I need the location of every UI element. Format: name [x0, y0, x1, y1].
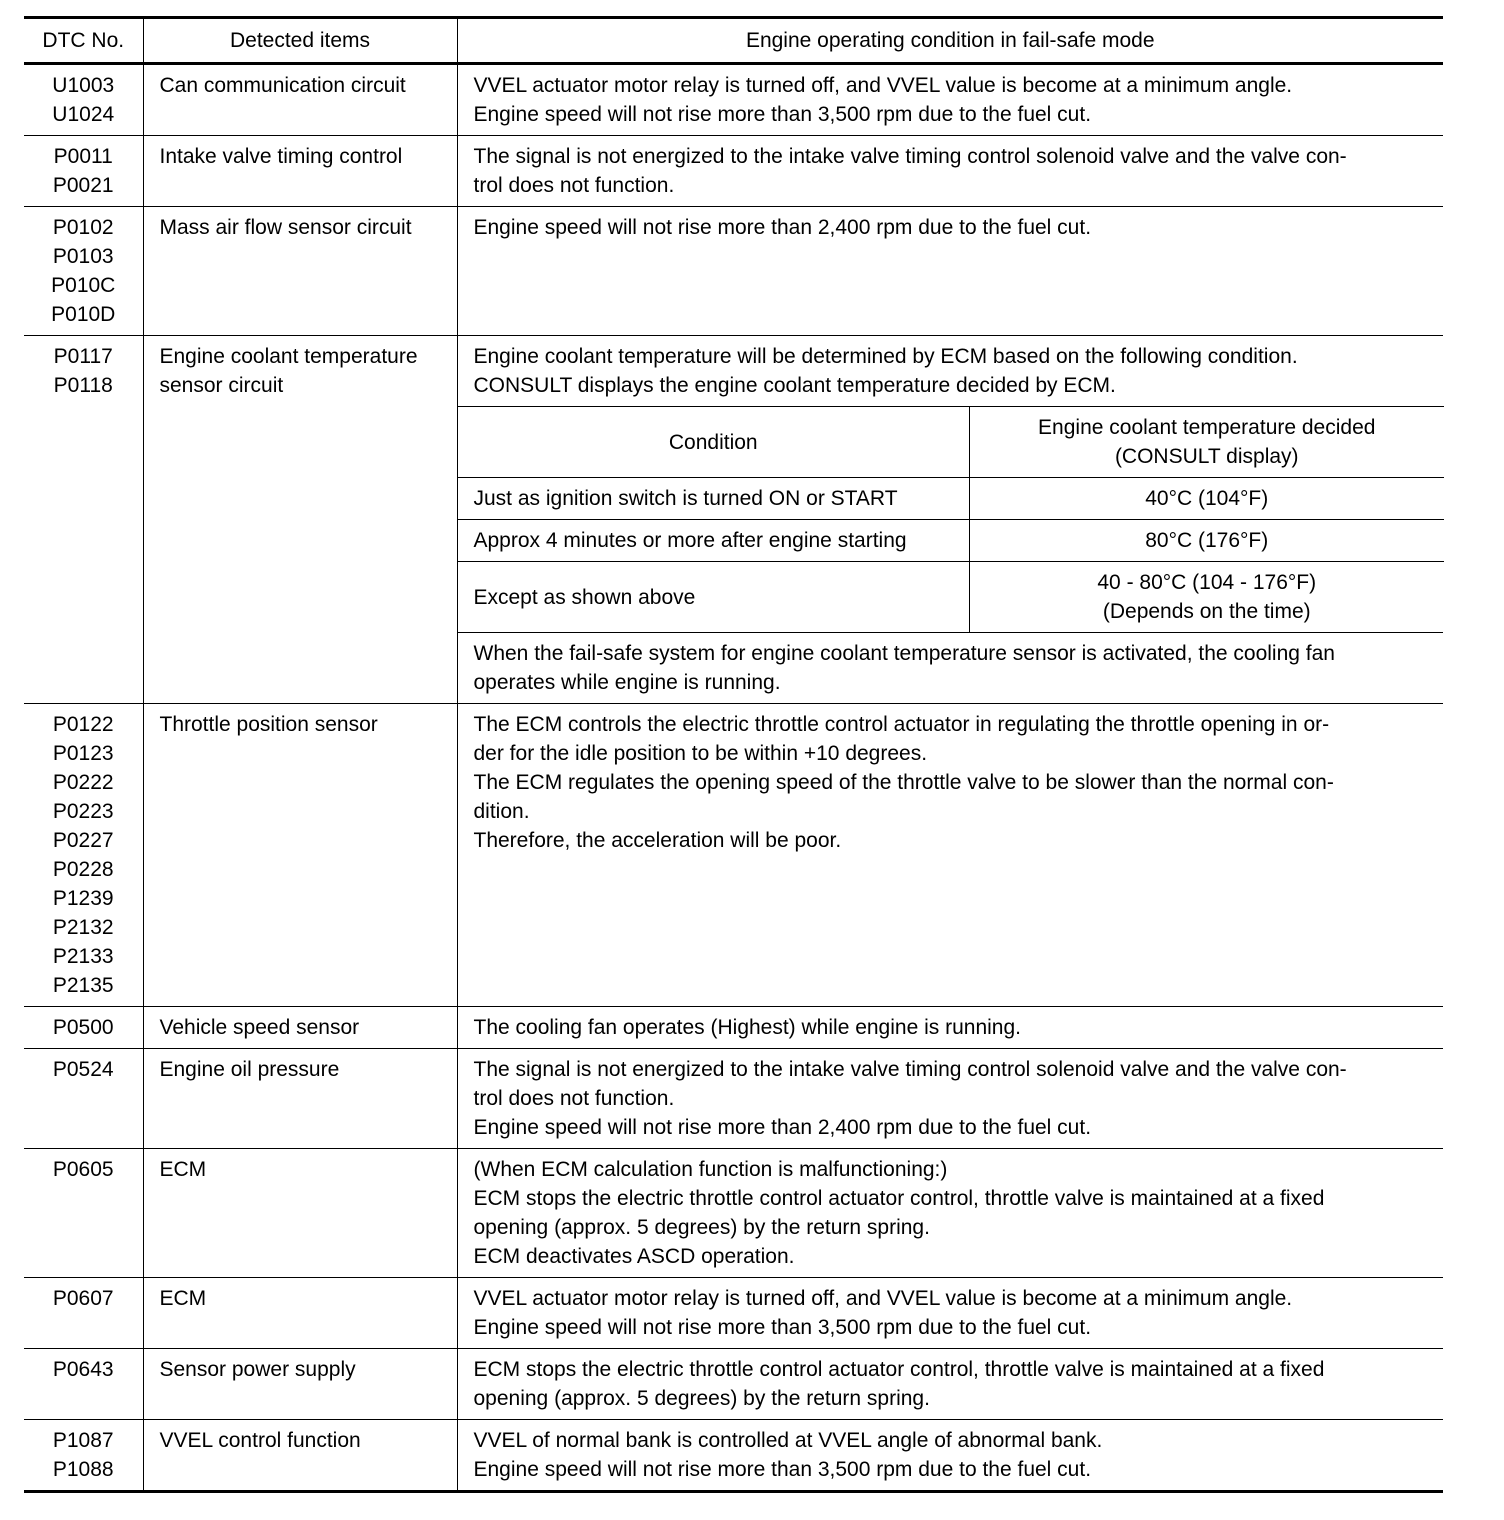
dtc-cell [24, 136, 143, 207]
coolant-condition: Approx 4 minutes or more after engine starting [458, 520, 970, 562]
detected-item-text: sensor circuit [159, 374, 284, 397]
condition-text: (When ECM calculation function is malfunctioning:) [473, 1158, 948, 1181]
detected-item-text: Intake valve timing control [159, 145, 403, 168]
table-header-row [24, 18, 1443, 64]
coolant-temp-text: 40 - 80°C (104 - 176°F) [1097, 571, 1317, 594]
detected-item-text: Engine oil pressure [159, 1058, 340, 1081]
coolant-header-condition: Condition [458, 407, 970, 478]
detected-item-cell [143, 336, 457, 704]
dtc-code: P0122 [52, 713, 114, 736]
dtc-code: P1088 [52, 1458, 114, 1481]
condition-cell [457, 136, 1443, 207]
coolant-temp [970, 520, 1444, 562]
condition-text: Engine speed will not rise more than 3,500 rpm due to the fuel cut. [473, 1316, 1092, 1339]
detected-item-text: ECM [159, 1158, 207, 1181]
condition-cell [457, 1049, 1443, 1149]
coolant-row [458, 562, 1444, 633]
dtc-code: P0222 [52, 771, 114, 794]
condition-text: The cooling fan operates (Highest) while engine is running. [473, 1016, 1021, 1039]
dtc-code: U1003 [52, 74, 115, 97]
table-row [24, 1349, 1443, 1420]
condition-text: CONSULT displays the engine coolant temperature decided by ECM. [473, 374, 1116, 397]
detected-item-cell [143, 1420, 457, 1492]
dtc-cell [24, 1349, 143, 1420]
detected-item-text: Vehicle speed sensor [159, 1016, 360, 1039]
detected-item-cell [143, 704, 457, 1007]
coolant-header-temp [970, 407, 1444, 478]
condition-text: dition. [473, 800, 530, 823]
fail-safe-table [24, 16, 1443, 1493]
fail-safe-table-document [24, 16, 1443, 1493]
dtc-code: P010D [51, 303, 116, 326]
condition-text: The signal is not energized to the intake valve timing control solenoid valve and the valve con- [473, 1058, 1347, 1081]
condition-text: ECM stops the electric throttle control actuator control, throttle valve is maintained at a fixed [473, 1358, 1325, 1381]
condition-text: ECM stops the electric throttle control actuator control, throttle valve is maintained at a fixed [473, 1187, 1325, 1210]
dtc-cell [24, 207, 143, 336]
detected-item-cell [143, 207, 457, 336]
condition-text: opening (approx. 5 degrees) by the return spring. [473, 1387, 930, 1410]
dtc-cell [24, 1420, 143, 1492]
dtc-code: P0103 [52, 245, 114, 268]
detected-item-cell [143, 1049, 457, 1149]
dtc-cell [24, 1278, 143, 1349]
condition-cell [457, 1149, 1443, 1278]
dtc-code: P0021 [52, 174, 114, 197]
dtc-code: P0524 [52, 1058, 114, 1081]
condition-text: The ECM regulates the opening speed of the throttle valve to be slower than the normal con- [473, 771, 1334, 794]
dtc-code: P0223 [52, 800, 114, 823]
detected-item-cell [143, 1349, 457, 1420]
condition-text: ECM deactivates ASCD operation. [473, 1245, 795, 1268]
condition-text: Engine speed will not rise more than 2,400 rpm due to the fuel cut. [473, 1116, 1092, 1139]
dtc-cell [24, 1007, 143, 1049]
header-engine-condition: Engine operating condition in fail-safe mode [457, 18, 1443, 64]
table-row [24, 1278, 1443, 1349]
dtc-code: P1087 [52, 1429, 114, 1452]
condition-text: The signal is not energized to the intake valve timing control solenoid valve and the valve con- [473, 145, 1347, 168]
dtc-code: P0228 [52, 858, 114, 881]
condition-text: opening (approx. 5 degrees) by the return spring. [473, 1216, 930, 1239]
dtc-code: P0011 [53, 145, 113, 168]
coolant-note-text: operates while engine is running. [473, 671, 781, 694]
header-detected-items: Detected items [143, 18, 457, 64]
coolant-temp [970, 478, 1444, 520]
dtc-code: P010C [51, 274, 116, 297]
dtc-code: P0118 [53, 374, 113, 397]
dtc-cell [24, 704, 143, 1007]
dtc-cell [24, 336, 143, 704]
condition-text: The ECM controls the electric throttle control actuator in regulating the throttle opening in or- [473, 713, 1330, 736]
coolant-row [458, 520, 1444, 562]
coolant-header-temp-text: Engine coolant temperature decided [1038, 416, 1376, 439]
coolant-header-row [458, 407, 1444, 478]
coolant-condition: Just as ignition switch is turned ON or START [458, 478, 970, 520]
table-row [24, 1420, 1443, 1492]
condition-cell [457, 1420, 1443, 1492]
dtc-cell [24, 1049, 143, 1149]
condition-text: trol does not function. [473, 174, 675, 197]
coolant-note-text: When the fail-safe system for engine coolant temperature sensor is activated, the cooling fan [473, 642, 1335, 665]
detected-item-text: Sensor power supply [159, 1358, 356, 1381]
dtc-code: P0643 [52, 1358, 114, 1381]
condition-cell [457, 1278, 1443, 1349]
table-row [24, 207, 1443, 336]
condition-cell [457, 336, 1443, 704]
detected-item-cell [143, 1149, 457, 1278]
dtc-code: U1024 [52, 103, 115, 126]
condition-text: trol does not function. [473, 1087, 675, 1110]
dtc-code: P0607 [52, 1287, 114, 1310]
dtc-code: P0102 [52, 216, 114, 239]
detected-item-cell [143, 136, 457, 207]
dtc-code: P2133 [52, 945, 114, 968]
condition-cell [457, 207, 1443, 336]
detected-item-text: ECM [159, 1287, 207, 1310]
table-row [24, 136, 1443, 207]
condition-text: Therefore, the acceleration will be poor. [473, 829, 842, 852]
detected-item-text: Throttle position sensor [159, 713, 378, 736]
coolant-row [458, 478, 1444, 520]
dtc-cell [24, 64, 143, 136]
condition-text: Engine speed will not rise more than 2,400 rpm due to the fuel cut. [473, 216, 1092, 239]
condition-text: VVEL actuator motor relay is turned off, and VVEL value is become at a minimum angle. [473, 1287, 1293, 1310]
condition-text: VVEL actuator motor relay is turned off, and VVEL value is become at a minimum angle. [473, 74, 1293, 97]
condition-cell [457, 1007, 1443, 1049]
table-row [24, 336, 1443, 704]
coolant-header-temp-text: (CONSULT display) [1114, 445, 1299, 468]
dtc-cell [24, 1149, 143, 1278]
coolant-temp [970, 562, 1444, 633]
coolant-note [458, 632, 1444, 703]
condition-text: Engine speed will not rise more than 3,500 rpm due to the fuel cut. [473, 1458, 1092, 1481]
dtc-code: P0605 [52, 1158, 114, 1181]
detected-item-cell [143, 1007, 457, 1049]
table-row [24, 1007, 1443, 1049]
detected-item-text: VVEL control function [159, 1429, 361, 1452]
coolant-temp-table [458, 406, 1444, 632]
condition-text: der for the idle position to be within +10 degrees. [473, 742, 928, 765]
condition-text: VVEL of normal bank is controlled at VVEL angle of abnormal bank. [473, 1429, 1103, 1452]
dtc-code: P0500 [52, 1016, 114, 1039]
detected-item-text: Mass air flow sensor circuit [159, 216, 412, 239]
detected-item-text: Can communication circuit [159, 74, 406, 97]
detected-item-cell [143, 1278, 457, 1349]
dtc-code: P0123 [52, 742, 114, 765]
dtc-code: P0117 [53, 345, 113, 368]
dtc-code: P2135 [52, 974, 114, 997]
condition-cell [457, 704, 1443, 1007]
header-dtc-no: DTC No. [24, 18, 143, 64]
coolant-temp-text: 40°C (104°F) [1145, 487, 1269, 510]
detected-item-cell [143, 64, 457, 136]
detected-item-text: Engine coolant temperature [159, 345, 418, 368]
condition-text: Engine speed will not rise more than 3,500 rpm due to the fuel cut. [473, 103, 1092, 126]
dtc-code: P2132 [52, 916, 114, 939]
table-body [24, 64, 1443, 1492]
condition-cell [457, 64, 1443, 136]
dtc-code: P1239 [52, 887, 114, 910]
table-row [24, 1049, 1443, 1149]
dtc-code: P0227 [52, 829, 114, 852]
condition-intro [458, 336, 1444, 406]
table-row [24, 64, 1443, 136]
coolant-temp-text: (Depends on the time) [1102, 600, 1311, 623]
condition-text: Engine coolant temperature will be determined by ECM based on the following condition. [473, 345, 1298, 368]
coolant-condition: Except as shown above [458, 562, 970, 633]
table-row [24, 704, 1443, 1007]
coolant-temp-text: 80°C (176°F) [1145, 529, 1269, 552]
table-row [24, 1149, 1443, 1278]
condition-cell [457, 1349, 1443, 1420]
